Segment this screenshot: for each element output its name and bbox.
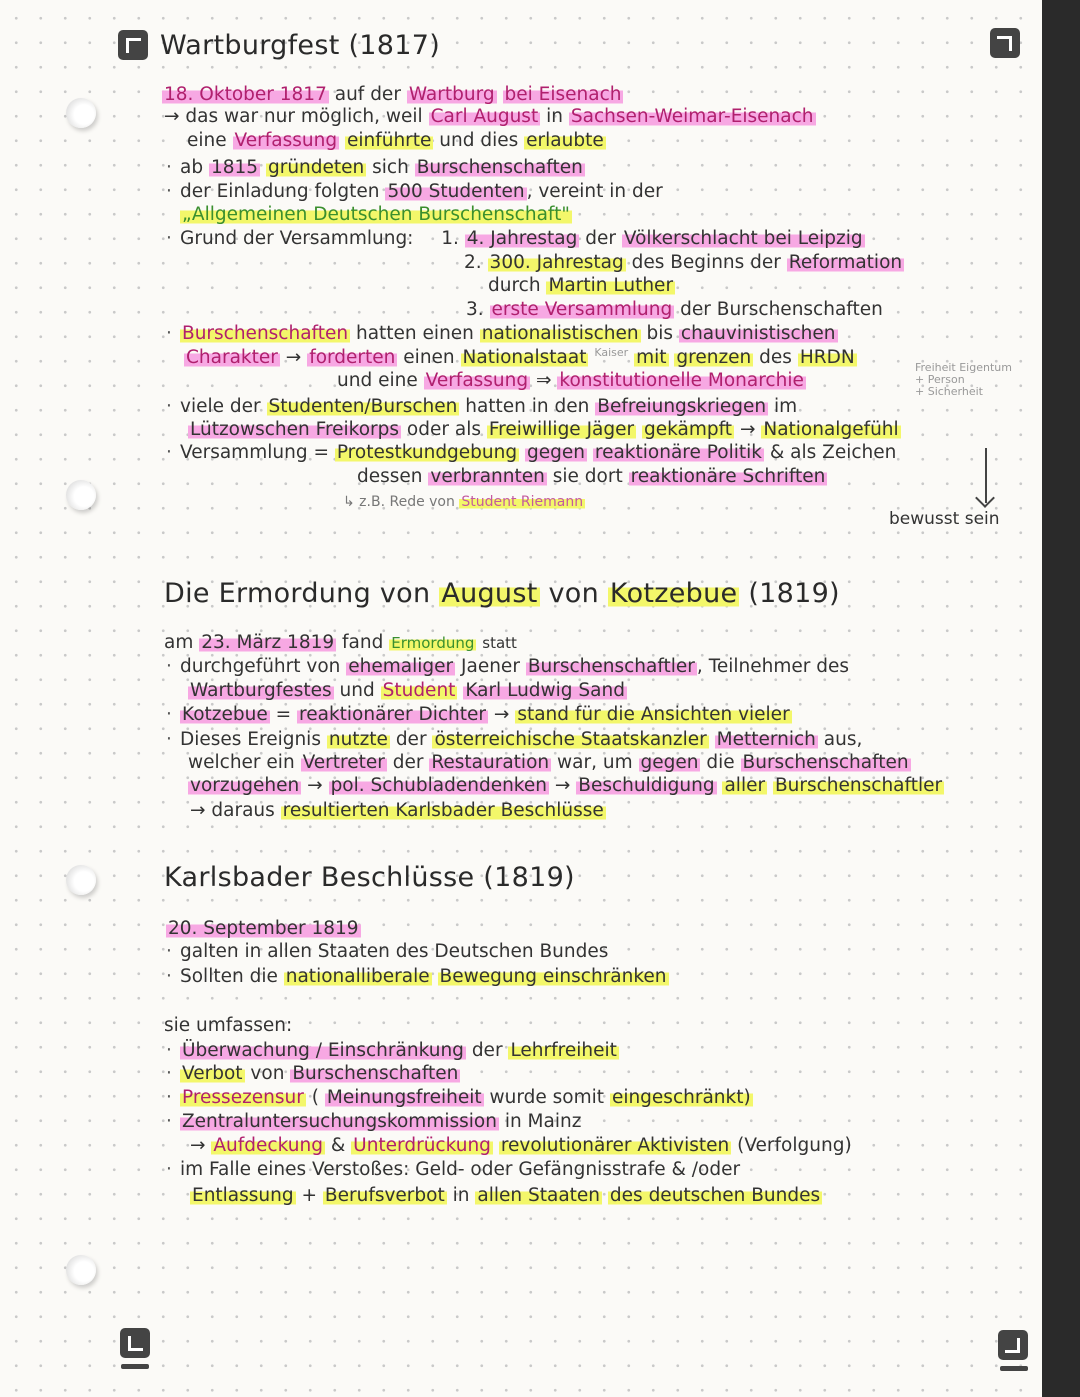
text-line: → daraus resultierten Karlsbader Beschlüsse [190,800,604,821]
text-line: 3. erste Versammlung der Burschenschaften [466,299,883,320]
list-item: · galten in allen Staaten des Deutschen Bundes [166,941,609,962]
list-item: · Überwachung / Einschränkung der Lehrfreiheit [166,1040,617,1061]
text-line: Lützowschen Freikorps oder als Freiwillige Jäger gekämpft → Nationalgefühl [190,419,899,440]
list-item: · viele der Studenten/Burschen hatten in den Befreiungskriegen im [166,396,798,417]
list-item: · ab 1815 gründeten sich Burschenschaften [166,157,583,178]
text-line: → das war nur möglich, weil Carl August in Sachsen-Weimar-Eisenach [164,106,814,127]
list-item: · Versammlung = Protestkundgebung gegen reaktionäre Politik & als Zeichen [166,442,897,463]
punch-hole-icon [66,98,96,128]
list-item: · Dieses Ereignis nutzte der österreichische Staatskanzler Metternich aus, [166,729,863,750]
corner-icon [990,28,1020,58]
text-line: 18. Oktober 1817 auf der Wartburg bei Eisenach [164,84,622,105]
text-line: „Allgemeinen Deutschen Burschenschaft" [182,204,570,225]
corner-icon [998,1330,1028,1360]
tab-mark [121,1364,149,1369]
text-line: dessen verbrannten sie dort reaktionäre Schriften [357,466,826,487]
text-line: ↳ z.B. Rede von Student Riemann [343,494,584,510]
text-line: Charakter → forderten einen Nationalstaat $^{Kaiser}$ mit grenzen des HRDN [186,346,855,368]
side-note: Freiheit Eigentum + Person + Sicherheit [915,361,1012,398]
text-line: 20. September 1819 [168,918,359,939]
list-item: · Grund der Versammlung: 1. 4. Jahrestag der Völkerschlacht bei Leipzig [166,228,863,249]
text-line: sie umfassen: [164,1015,293,1036]
punch-hole-icon [66,480,96,510]
text-line: am 23. März 1819 fand Ermordung statt [164,632,517,653]
tab-mark [1000,1366,1028,1371]
text-line: vorzugehen → pol. Schubladendenken → Beschuldigung aller Burschenschaftler [190,775,943,796]
text-line: 2. 300. Jahrestag des Beginns der Reformation [464,252,903,273]
list-item: · Zentraluntersuchungskommission in Mainz [166,1111,582,1132]
corner-icon [120,1328,150,1358]
text-line: durch Martin Luther [488,275,674,296]
list-item: · Burschenschaften hatten einen nationalistischen bis chauvinistischen [166,323,836,344]
punch-hole-icon [66,1255,96,1285]
text-line: welcher ein Vertreter der Restauration war, um gegen die Burschenschaften [188,752,909,773]
section-title: Wartburgfest (1817) [160,30,441,61]
list-item: · im Falle eines Verstoßes: Geld- oder Gefängnisstrafe & /oder [166,1159,741,1180]
text-line: und eine Verfassung ⇒ konstitutionelle Monarchie [337,370,804,391]
list-item: · Verbot von Burschenschaften [166,1063,459,1084]
text-line: Entlassung + Berufsverbot in allen Staaten des deutschen Bundes [192,1185,821,1206]
text-line: → Aufdeckung & Unterdrückung revolutionärer Aktivisten (Verfolgung) [190,1135,852,1156]
corner-icon [118,30,148,60]
section-title: Karlsbader Beschlüsse (1819) [164,862,575,893]
list-item: · Pressezensur ( Meinungsfreiheit wurde somit eingeschränkt) [166,1087,751,1108]
list-item: · der Einladung folgten 500 Studenten , vereint in der [166,181,663,202]
list-item: · durchgeführt von ehemaliger Jaener Burschenschaftler , Teilnehmer des [166,656,849,677]
section-title: Die Ermordung von August von Kotzebue (1819) [164,578,840,609]
text-line: eine Verfassung einführte und dies erlaubte [187,130,604,151]
list-item: · Kotzebue = reaktionärer Dichter → stand für die Ansichten vieler [166,704,790,725]
text-line: Wartburgfestes und Student Karl Ludwig Sand [190,680,625,701]
list-item: · Sollten die nationalliberale Bewegung einschränken [166,966,667,987]
punch-hole-icon [66,865,96,895]
side-note: bewusst sein [889,509,1000,529]
notebook-edge [1042,0,1080,1397]
arrow-icon [985,448,987,503]
